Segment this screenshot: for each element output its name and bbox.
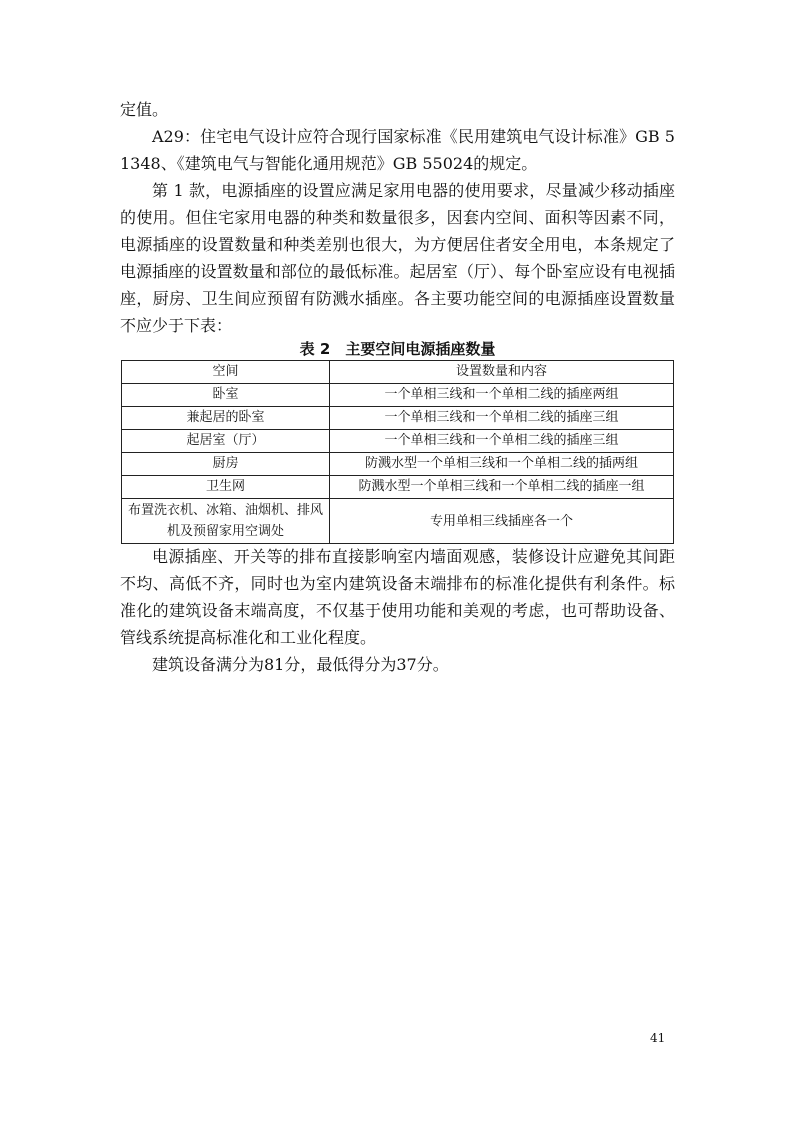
paragraph-clause-1: 第 1 款，电源插座的设置应满足家用电器的使用要求，尽量减少移动插座的使用。但住宅家用电器的种类和数量很多，因套内空间、面积等因素不同，电源插座的设置数量和种类差别也很大，为方便居住者安全用电，本条规定了电源插座的设置数量和部位的最低标准。起居室（厅）、每个卧室应设有电视插座，厨房、卫生间应预留有防溅水插座。各主要功能空间的电源插座设置数量不应少于下表：	[120, 181, 675, 335]
table-cell-content: 一个单相三线和一个单相二线的插座三组	[330, 407, 674, 430]
table-caption: 表 2 主要空间电源插座数量	[299, 340, 496, 358]
page-number: 41	[650, 1031, 666, 1045]
table-header-cell: 设置数量和内容	[330, 361, 674, 384]
table-row	[122, 430, 674, 453]
table-header-row	[122, 361, 674, 384]
table-row	[122, 499, 674, 544]
paragraph-score-summary: 建筑设备满分为81分，最低得分为37分。	[152, 655, 449, 674]
table-row	[122, 384, 674, 407]
table-row	[122, 476, 674, 499]
table-cell-space: 卫生网	[122, 476, 330, 499]
table-cell-space: 兼起居的卧室	[122, 407, 330, 430]
table-cell-space: 起居室（厅）	[122, 430, 330, 453]
table-cell-space: 厨房	[122, 453, 330, 476]
table-cell-content: 专用单相三线插座各一个	[330, 499, 674, 544]
table-row	[122, 453, 674, 476]
paragraph-socket-layout: 电源插座、开关等的排布直接影响室内墙面观感，装修设计应避免其间距不均、高低不齐，同时也为室内建筑设备末端排布的标准化提供有利条件。标准化的建筑设备末端高度，不仅基于使用功能和美观的考虑，也可帮助设备、管线系统提高标准化和工业化程度。	[120, 547, 675, 647]
table-cell-content: 一个单相三线和一个单相二线的插座两组	[330, 384, 674, 407]
paragraph-continuation: 定值。	[120, 100, 169, 119]
paragraph-a29: A29：住宅电气设计应符合现行国家标准《民用建筑电气设计标准》GB 51348、《建筑电气与智能化通用规范》GB 55024的规定。	[120, 127, 675, 173]
socket-quantity-table	[121, 360, 674, 544]
table-cell-content: 防溅水型一个单相三线和一个单相二线的插两组	[330, 453, 674, 476]
table-cell-content: 防溅水型一个单相三线和一个单相二线的插座一组	[330, 476, 674, 499]
table-cell-space: 卧室	[122, 384, 330, 407]
table-row	[122, 407, 674, 430]
table-cell-content: 一个单相三线和一个单相二线的插座三组	[330, 430, 674, 453]
table-cell-space: 布置洗衣机、冰箱、油烟机、排风机及预留家用空调处	[122, 499, 330, 544]
table-header-cell: 空间	[122, 361, 330, 384]
